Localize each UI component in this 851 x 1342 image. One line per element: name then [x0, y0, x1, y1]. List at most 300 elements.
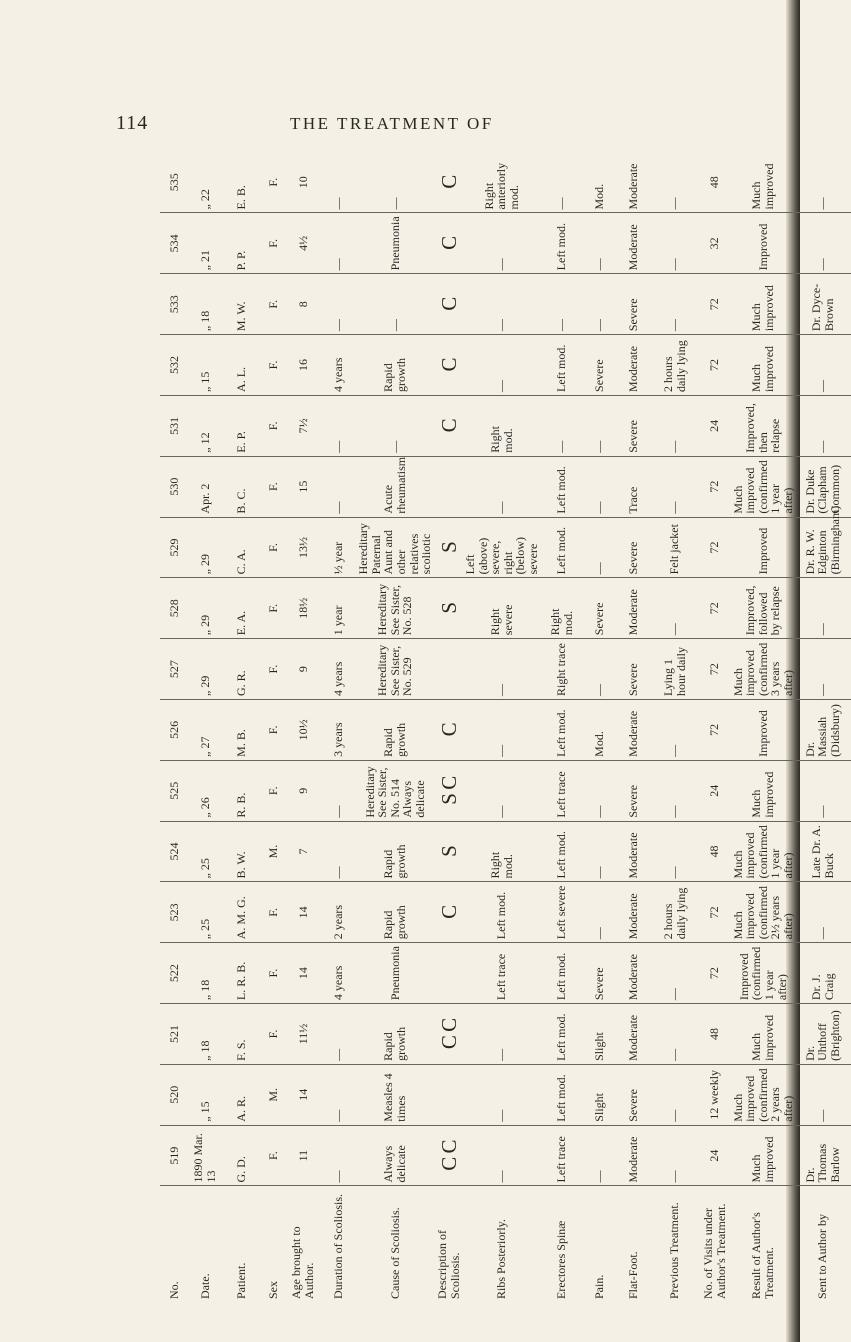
cell-pain: Severe	[584, 943, 616, 1004]
cell-cause: Acute rheumatism	[356, 456, 434, 517]
cell-previous: Felt jacket	[652, 517, 698, 578]
cell-visits: 72	[698, 943, 732, 1004]
cell-result: Much improved (confirmed 2 years after)	[732, 1064, 795, 1125]
field-row-erectores	[540, 152, 584, 1302]
cell-date: „ 22	[197, 189, 212, 210]
cell-erectores: Left mod.	[540, 1004, 584, 1065]
cell-ribs: —	[464, 456, 540, 517]
cell-flatfoot: Moderate	[616, 821, 652, 882]
cell-cause: —	[387, 197, 402, 210]
cell-ribs: Right mod.	[464, 395, 540, 456]
cell-erectores: Left mod.	[540, 1064, 584, 1125]
cell-previous: —	[652, 760, 698, 821]
page-header	[0, 112, 770, 142]
cell-previous: —	[652, 943, 698, 1004]
cell-sent: Dr. Duke (Clapham Common)	[795, 456, 851, 517]
cell-flatfoot: Severe	[616, 517, 652, 578]
cell-patient: G. D.	[222, 1125, 260, 1186]
cell-ribs: Right severe	[464, 578, 540, 639]
cell-cause: Hereditary See Sister, No. 528	[356, 578, 434, 639]
cell-date: „ 25	[188, 821, 222, 882]
cell-erectores: Left mod.	[540, 700, 584, 761]
cell-ribs: —	[464, 1004, 540, 1065]
field-label-date: Date.	[188, 1186, 222, 1302]
cell-age: 10½	[286, 700, 320, 761]
cell-patient: E. A.	[222, 578, 260, 639]
cell-date: „ 15	[188, 1064, 222, 1125]
cell-sex: F.	[260, 760, 286, 821]
cell-duration: ½ year	[320, 517, 356, 578]
field-row-sent	[795, 152, 851, 1302]
field-label-age: Age brought to Author.	[286, 1186, 320, 1302]
cell-cause: —	[356, 395, 434, 456]
cell-sent: Dr. Dyce-Brown	[795, 274, 851, 335]
cell-age: 11	[286, 1125, 320, 1186]
cell-erectores: Left mod.	[540, 456, 584, 517]
field-row-previous	[652, 152, 698, 1302]
cell-patient: L. R. B.	[222, 943, 260, 1004]
cell-flatfoot: Moderate	[616, 700, 652, 761]
cell-result: Improved, followed by relapse	[732, 578, 795, 639]
cell-description: C C	[434, 1004, 464, 1065]
cell-previous: —	[652, 821, 698, 882]
cell-sent: —	[815, 197, 830, 210]
cell-no: 527	[160, 639, 188, 700]
cell-ribs: Left trace	[464, 943, 540, 1004]
cell-flatfoot: Severe	[616, 639, 652, 700]
cell-sent: Dr. J. Craig	[795, 943, 851, 1004]
scoliosis-case-table	[160, 152, 851, 1302]
cell-ribs: Right mod.	[464, 821, 540, 882]
cell-duration: 4 years	[320, 943, 356, 1004]
cell-date: „ 27	[188, 700, 222, 761]
field-row-date	[188, 152, 222, 1302]
cell-no: 523	[160, 882, 188, 943]
cell-description: C	[434, 395, 464, 456]
cell-previous: —	[652, 456, 698, 517]
field-row-ribs	[464, 152, 540, 1302]
cell-ribs: —	[464, 1064, 540, 1125]
field-label-duration: Duration of Scoliosis.	[320, 1186, 356, 1302]
cell-result: Much improved	[732, 274, 795, 335]
cell-no: 534	[160, 213, 188, 274]
cell-erectores: Left mod.	[540, 335, 584, 396]
cell-previous: 2 hours daily lying	[652, 335, 698, 396]
cell-sent: —	[795, 1064, 851, 1125]
cell-erectores: Left mod.	[540, 213, 584, 274]
cell-ribs: —	[464, 213, 540, 274]
running-title: THE TREATMENT OF	[290, 114, 494, 133]
page-number: 114	[116, 112, 149, 134]
cell-date: „ 18	[188, 274, 222, 335]
cell-patient: M. W.	[222, 274, 260, 335]
cell-flatfoot: Moderate	[616, 943, 652, 1004]
cell-no: 519	[160, 1125, 188, 1186]
cell-erectores: Left severe	[540, 882, 584, 943]
cell-age: 14	[286, 1064, 320, 1125]
field-row-age	[286, 152, 320, 1302]
field-label-sex: Sex	[260, 1186, 286, 1302]
cell-sex: F.	[265, 177, 280, 187]
cell-visits: 72	[698, 882, 732, 943]
cell-age: 4½	[286, 213, 320, 274]
cell-cause: Rapid growth	[356, 821, 434, 882]
cell-sex: F.	[260, 1004, 286, 1065]
cell-no: 526	[160, 700, 188, 761]
cell-visits: 32	[698, 213, 732, 274]
cell-result: Improved (confirmed 1 year after)	[732, 943, 795, 1004]
cell-erectores: Left trace	[540, 760, 584, 821]
cell-patient: C. A.	[222, 517, 260, 578]
cell-description: S	[434, 821, 464, 882]
cell-sent: —	[795, 639, 851, 700]
cell-date: „ 21	[188, 213, 222, 274]
cell-pain: Slight	[584, 1064, 616, 1125]
cell-sent: Dr. R. W. Edginton (Birmingham)	[795, 517, 851, 578]
cell-description: C C	[434, 1125, 464, 1186]
cell-ribs: —	[464, 1125, 540, 1186]
cell-erectores: —	[540, 395, 584, 456]
cell-duration: —	[330, 197, 345, 210]
cell-ribs: Right anteriorly mod.	[481, 162, 522, 210]
cell-erectores: Left mod.	[540, 821, 584, 882]
cell-ribs: —	[464, 274, 540, 335]
cell-pain: —	[584, 821, 616, 882]
cell-description	[434, 639, 464, 700]
field-label-description: Description of Scoliosis.	[434, 1186, 464, 1302]
cell-ribs: —	[464, 760, 540, 821]
cell-sex: F.	[260, 517, 286, 578]
field-label-cause: Cause of Scoliosis.	[356, 1186, 434, 1302]
field-label-result: Result of Author's Treatment.	[732, 1186, 795, 1302]
field-row-description	[434, 152, 464, 1302]
cell-patient: F. S.	[222, 1004, 260, 1065]
cell-age: 10	[295, 176, 310, 189]
cell-sent: Dr. Uhthoff (Brighton)	[795, 1004, 851, 1065]
cell-age: 7	[286, 821, 320, 882]
cell-no: 532	[160, 335, 188, 396]
cell-duration: —	[320, 1125, 356, 1186]
cell-visits: 48	[698, 821, 732, 882]
cell-date: 1890 Mar. 13	[188, 1125, 222, 1186]
cell-description: S	[434, 578, 464, 639]
cell-description: C	[434, 882, 464, 943]
cell-description: C	[434, 335, 464, 396]
cell-duration: —	[320, 1064, 356, 1125]
cell-flatfoot: Severe	[616, 274, 652, 335]
rotated-case-table	[160, 152, 842, 1302]
cell-erectores: —	[540, 274, 584, 335]
cell-date: „ 15	[188, 335, 222, 396]
cell-no: 525	[160, 760, 188, 821]
cell-flatfoot: Severe	[616, 1064, 652, 1125]
cell-age: 15	[286, 456, 320, 517]
cell-pain: —	[584, 274, 616, 335]
cell-pain: —	[584, 395, 616, 456]
cell-patient: A. M. G.	[222, 882, 260, 943]
cell-flatfoot: Moderate	[616, 1125, 652, 1186]
cell-sex: F.	[260, 700, 286, 761]
cell-age: 16	[286, 335, 320, 396]
cell-ribs: —	[464, 700, 540, 761]
cell-visits: 72	[698, 456, 732, 517]
cell-duration: —	[320, 1004, 356, 1065]
cell-result: Much improved	[732, 760, 795, 821]
cell-pain: Severe	[584, 578, 616, 639]
cell-visits: 72	[698, 578, 732, 639]
cell-flatfoot: Moderate	[616, 213, 652, 274]
cell-cause: Hereditary Paternal Aunt and other relatives scoliotic	[356, 517, 434, 578]
cell-result: Much improved	[749, 163, 777, 210]
field-label-visits: No. of Visits under Author's Treatment.	[698, 1186, 732, 1302]
field-row-flatfoot	[616, 152, 652, 1302]
cell-cause: Pneumonia	[356, 213, 434, 274]
cell-date: „ 26	[188, 760, 222, 821]
cell-date: „ 29	[188, 517, 222, 578]
cell-flatfoot: Severe	[616, 760, 652, 821]
cell-age: 13½	[286, 517, 320, 578]
case-table-region	[160, 152, 842, 1302]
cell-flatfoot: Moderate	[616, 335, 652, 396]
cell-erectores: Left trace	[540, 1125, 584, 1186]
cell-duration: —	[320, 760, 356, 821]
cell-sent: Dr. Thomas Barlow	[795, 1125, 851, 1186]
cell-sent: —	[795, 335, 851, 396]
cell-previous: Lying 1 hour daily	[652, 639, 698, 700]
cell-result: Improved	[732, 213, 795, 274]
cell-patient: A. L.	[222, 335, 260, 396]
cell-visits: 72	[698, 700, 732, 761]
cell-cause: Rapid growth	[356, 335, 434, 396]
cell-sent: —	[795, 213, 851, 274]
cell-age: 11½	[286, 1004, 320, 1065]
cell-previous: —	[652, 274, 698, 335]
cell-no: 528	[160, 578, 188, 639]
field-row-no	[160, 152, 188, 1302]
cell-sex: M.	[260, 821, 286, 882]
cell-pain: —	[584, 639, 616, 700]
cell-sent: Late Dr. A. Buck	[795, 821, 851, 882]
cell-no: 529	[160, 517, 188, 578]
cell-age: 7½	[286, 395, 320, 456]
cell-cause: Pneumonia	[356, 943, 434, 1004]
cell-result: Much improved	[732, 1004, 795, 1065]
cell-sex: F.	[260, 213, 286, 274]
cell-result: Much improved (confirmed 1 year after)	[732, 456, 795, 517]
cell-description: C	[434, 700, 464, 761]
cell-duration: —	[320, 274, 356, 335]
cell-sex: F.	[260, 882, 286, 943]
field-row-duration	[320, 152, 356, 1302]
cell-sex: F.	[260, 639, 286, 700]
cell-cause: —	[356, 274, 434, 335]
cell-pain: Slight	[584, 1004, 616, 1065]
cell-sent: —	[795, 578, 851, 639]
cell-age: 18½	[286, 578, 320, 639]
cell-sent: Dr. Massiah (Didsbury)	[795, 700, 851, 761]
cell-previous: —	[652, 700, 698, 761]
field-row-result	[732, 152, 795, 1302]
cell-pain: —	[584, 1125, 616, 1186]
cell-no: 531	[160, 395, 188, 456]
cell-sent: —	[795, 395, 851, 456]
cell-visits: 24	[698, 395, 732, 456]
cell-result: Much improved	[732, 335, 795, 396]
cell-description	[434, 1064, 464, 1125]
cell-duration: 4 years	[320, 639, 356, 700]
cell-patient: R. B.	[222, 760, 260, 821]
cell-no: 521	[160, 1004, 188, 1065]
cell-age: 14	[286, 943, 320, 1004]
cell-visits: 72	[698, 335, 732, 396]
cell-cause: Rapid growth	[356, 882, 434, 943]
cell-cause: Hereditary See Sister, No. 514 Always delicate	[356, 760, 434, 821]
cell-description: S C	[434, 760, 464, 821]
cell-pain: Mod.	[584, 700, 616, 761]
cell-result: Much improved (confirmed 2½ years after)	[732, 882, 795, 943]
field-row-patient	[222, 152, 260, 1302]
field-row-cause	[356, 152, 434, 1302]
cell-sex: F.	[260, 1125, 286, 1186]
cell-cause: Always delicate	[356, 1125, 434, 1186]
cell-sex: F.	[260, 335, 286, 396]
field-label-ribs: Ribs Posteriorly.	[464, 1186, 540, 1302]
cell-duration: 2 years	[320, 882, 356, 943]
cell-description: C	[434, 274, 464, 335]
cell-patient: A. R.	[222, 1064, 260, 1125]
cell-patient: B. C.	[222, 456, 260, 517]
field-label-pain: Pain.	[584, 1186, 616, 1302]
field-label-no: No.	[160, 1186, 188, 1302]
cell-flatfoot: Moderate	[616, 578, 652, 639]
cell-pain: —	[584, 882, 616, 943]
cell-date: „ 29	[188, 639, 222, 700]
cell-result: Improved	[732, 700, 795, 761]
cell-duration: —	[320, 821, 356, 882]
cell-erectores: Right trace	[540, 639, 584, 700]
cell-no: 533	[160, 274, 188, 335]
cell-sex: F.	[260, 943, 286, 1004]
cell-no: 522	[160, 943, 188, 1004]
cell-ribs: Left (above) severe, right (below) severe	[464, 517, 540, 578]
cell-previous: —	[652, 1004, 698, 1065]
cell-patient: E. B.	[233, 185, 248, 210]
field-row-visits	[698, 152, 732, 1302]
cell-result: Improved	[732, 517, 795, 578]
cell-duration: —	[320, 213, 356, 274]
cell-pain: Severe	[584, 335, 616, 396]
cell-no: 530	[160, 456, 188, 517]
cell-duration: 1 year	[320, 578, 356, 639]
cell-description: S	[434, 517, 464, 578]
cell-sent: —	[795, 882, 851, 943]
cell-patient: B. W.	[222, 821, 260, 882]
cell-sex: F.	[260, 274, 286, 335]
cell-sex: F.	[260, 456, 286, 517]
cell-duration: —	[320, 456, 356, 517]
field-row-pain	[584, 152, 616, 1302]
cell-patient: M. B.	[222, 700, 260, 761]
field-label-flatfoot: Flat-Foot.	[616, 1186, 652, 1302]
cell-cause: Hereditary See Sister, No. 529	[356, 639, 434, 700]
cell-duration: 4 years	[320, 335, 356, 396]
cell-flatfoot: Moderate	[616, 882, 652, 943]
field-label-erectores: Erectores Spinæ	[540, 1186, 584, 1302]
cell-pain: —	[584, 517, 616, 578]
cell-visits: 72	[698, 517, 732, 578]
cell-pain: —	[584, 760, 616, 821]
cell-visits: 24	[698, 760, 732, 821]
cell-ribs: —	[464, 639, 540, 700]
cell-previous: —	[652, 1125, 698, 1186]
cell-age: 9	[286, 760, 320, 821]
cell-pain: Mod.	[592, 183, 607, 210]
cell-date: „ 29	[188, 578, 222, 639]
cell-result: Much improved (confirmed 1 year after)	[732, 821, 795, 882]
cell-date: „ 25	[188, 882, 222, 943]
cell-previous: 2 hours daily lying	[652, 882, 698, 943]
cell-patient: G. R.	[222, 639, 260, 700]
cell-date: Apr. 2	[188, 456, 222, 517]
cell-pain: —	[584, 456, 616, 517]
cell-visits: 12 weekly	[698, 1064, 732, 1125]
cell-date: „ 18	[188, 1004, 222, 1065]
cell-no: 535	[166, 173, 181, 192]
cell-age: 9	[286, 639, 320, 700]
field-row-sex	[260, 152, 286, 1302]
cell-no: 520	[160, 1064, 188, 1125]
cell-date: „ 18	[188, 943, 222, 1004]
cell-description: C	[434, 213, 464, 274]
cell-result: Much improved	[732, 1125, 795, 1186]
cell-ribs: —	[464, 335, 540, 396]
cell-erectores: Left mod.	[540, 943, 584, 1004]
cell-sex: M.	[260, 1064, 286, 1125]
cell-sex: F.	[260, 395, 286, 456]
cell-age: 14	[286, 882, 320, 943]
cell-previous: —	[652, 395, 698, 456]
cell-cause: Measles 4 times	[356, 1064, 434, 1125]
cell-patient: P. P.	[222, 213, 260, 274]
cell-erectores: Right mod.	[540, 578, 584, 639]
cell-visits: 24	[698, 1125, 732, 1186]
cell-flatfoot: Moderate	[626, 163, 641, 210]
cell-ribs: Left mod.	[464, 882, 540, 943]
cell-previous: —	[652, 213, 698, 274]
cell-pain: —	[584, 213, 616, 274]
cell-previous: —	[667, 197, 682, 210]
cell-age: 8	[286, 274, 320, 335]
cell-description: C	[436, 175, 461, 189]
cell-cause: Rapid growth	[356, 1004, 434, 1065]
cell-sent: —	[795, 760, 851, 821]
cell-duration: —	[320, 395, 356, 456]
cell-flatfoot: Moderate	[616, 1004, 652, 1065]
cell-visits: 72	[698, 639, 732, 700]
cell-flatfoot: Severe	[616, 395, 652, 456]
cell-erectores: —	[554, 197, 569, 210]
cell-no: 524	[160, 821, 188, 882]
cell-duration: 3 years	[320, 700, 356, 761]
cell-sex: F.	[260, 578, 286, 639]
cell-result: Much improved (confirmed 3 years after)	[732, 639, 795, 700]
cell-visits: 48	[707, 176, 722, 189]
cell-description	[434, 943, 464, 1004]
cell-result: Improved, then relapse	[732, 395, 795, 456]
cell-patient: E. P.	[222, 395, 260, 456]
field-label-sent: Sent to Author by	[795, 1186, 851, 1302]
cell-cause: Rapid growth	[356, 700, 434, 761]
